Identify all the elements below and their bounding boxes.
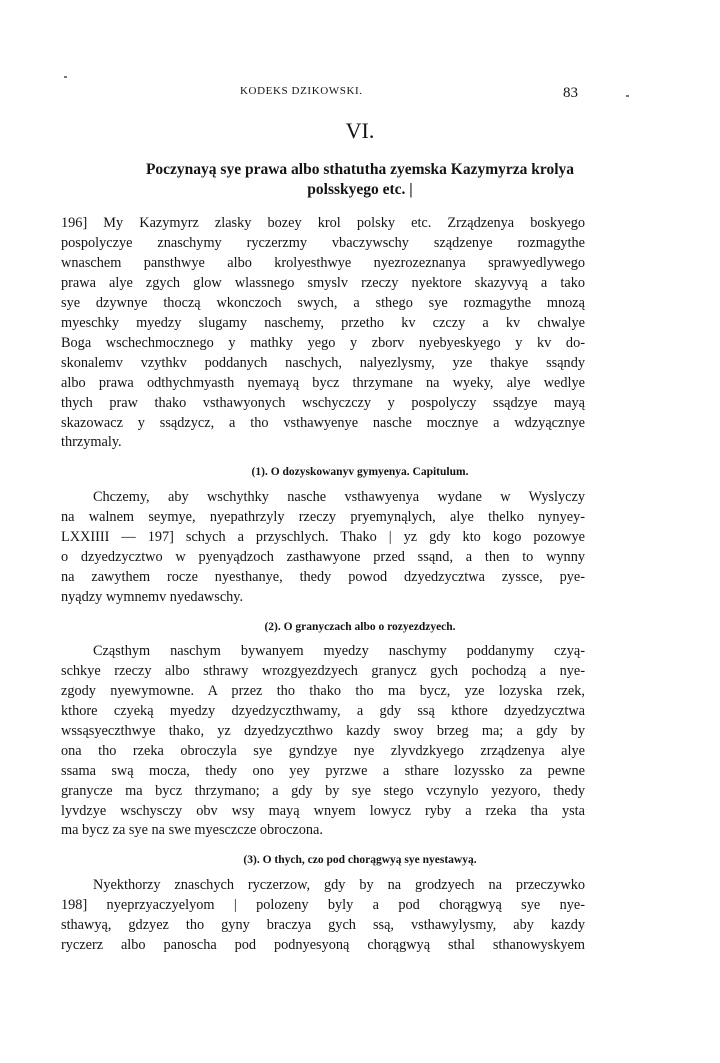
text-line: myeschky myedzy slugamy naschemy, przetho kv czczy a kv chwalye	[61, 315, 585, 331]
chapter-title-line: Poczynayą sye prawa albo sthatutha zyemska Kazymyrza krolya	[145, 161, 575, 178]
chapter-title-line: polsskyego etc. |	[307, 181, 413, 198]
text-line: albo prawa odthychmyasth nyemayą bycz thrzymane na wyeky, alye wedlye	[61, 375, 585, 391]
text-line: sthawyą, gdzyez tho gyny braczya gych ssą, vsthawylysmy, aby kazdy	[61, 917, 585, 933]
running-head: KODEKS DZIKOWSKI.	[240, 85, 363, 97]
text-line: ryczerz albo panoscha pod podnyesyoną chorągwyą sthal sthanowyskyem	[61, 937, 585, 953]
text-line: lyvdzye wschysczy obv wsy mayą wnyem lowycz ryby a rzeka tha ysta	[61, 803, 585, 819]
text-line: kthore czyeką myedzy dzyedzyczthwamy, a gdy ssą kthore dzyedzycztwa	[61, 703, 585, 719]
text-line: na walnem seymye, nyepathrzyly rzeczy pryemynąlych, alye thelko nynyey-	[61, 509, 585, 525]
text-line: nyądzy wymnemv nyedawschy.	[61, 589, 244, 605]
section-heading: (1). O dozyskowanyv gymyenya. Capitulum.	[251, 466, 469, 478]
text-line: wnaschem pansthwye albo krolyesthwye nyezrozeznanya sprawyedlywego	[61, 255, 585, 271]
scan-speck	[64, 76, 67, 78]
text-line: schkye rzeczy albo sthrawy wrozgyezdzyech granycz gych pochodzą a nye-	[61, 663, 585, 679]
text-line: o dzyedzycztwo w pyenyądzoch zasthawyone przed ssąnd, a then to wynny	[61, 549, 585, 565]
text-line: Chczemy, aby wschythky nasche vsthawyenya wydane w Wyslyczy	[93, 489, 585, 505]
text-line: skazowacz y ssądzycz, a tho vsthawyenye nasche mocznye a wdzyącznye	[61, 415, 585, 431]
text-line: sye dzywnye thoczą wkonczoch swych, a sthego sye rozmagythe mnozą	[61, 295, 585, 311]
text-line: thrzymaly.	[61, 434, 122, 450]
text-line: prawa alye zgych glow wlassnego smyslv rzeczy nyektore skazyvyą a tako	[61, 275, 585, 291]
text-line: na zawythem rocze nyesthanye, thedy powod dzyedzycztwa zyssce, pye-	[61, 569, 585, 585]
text-line: pospolyczye znaschymy ryczerzmy vbaczywschy sządzenye rozmagythe	[61, 235, 585, 251]
page-number: 83	[563, 85, 578, 101]
section-heading: (2). O granyczach albo o rozyezdzyech.	[264, 621, 456, 633]
chapter-number: VI.	[345, 118, 375, 143]
text-line: Nyekthorzy znaschych ryczerzow, gdy by na grodzyech na przeczywko	[93, 877, 585, 893]
text-line: ma bycz za sye na swe myesczcze obroczona.	[61, 822, 323, 838]
text-line: Boga wschechmocznego y mathky yego y zborv nyebyeskyego y kv do-	[61, 335, 585, 351]
text-line: 198] nyeprzyaczyelyom | polozeny byly a pod chorągwyą sye nye-	[61, 897, 585, 913]
text-line: ssama swą mocza, thedy ono yey pyrzwe a sthare lozyssko za pewne	[61, 763, 585, 779]
text-line: LXXIIII — 197] schych a przyschlych. Thako | yz gdy kto kogo pozowye	[61, 529, 585, 545]
text-line: thych praw thako vsthawyonych wschyczczy y pospolyczy ssądzye mayą	[61, 395, 585, 411]
text-line: skonalemv vzythkv poddanych naschych, nalyezlysmy, yze thakye ssąndy	[61, 355, 585, 371]
scan-speck	[626, 95, 629, 97]
text-line: wssąsyeczthwye thako, yz dzyedzyczthwo kazdy swoy brzeg ma; a gdy by	[61, 723, 585, 739]
text-line: granycze ma bycz thrzymano; a gdy by sye stego vczynylo yezyoro, thedy	[61, 783, 585, 799]
text-line: 196] My Kazymyrz zlasky bozey krol polsky etc. Zrządzenya boskyego	[61, 215, 585, 231]
text-line: Cząsthym naschym bywanyem myedzy naschymy poddanymy czyą-	[93, 643, 585, 659]
text-line: zgody nyewymowne. A przez tho thako tho ma bycz, yze lozyska rzek,	[61, 683, 585, 699]
section-heading: (3). O thych, czo pod chorągwyą sye nyestawyą.	[243, 854, 477, 866]
text-line: ona tho rzeka obroczyla sye gyndzye nye zlyvdzkyego zrządzenya alye	[61, 743, 585, 759]
chapter-title	[60, 160, 660, 200]
